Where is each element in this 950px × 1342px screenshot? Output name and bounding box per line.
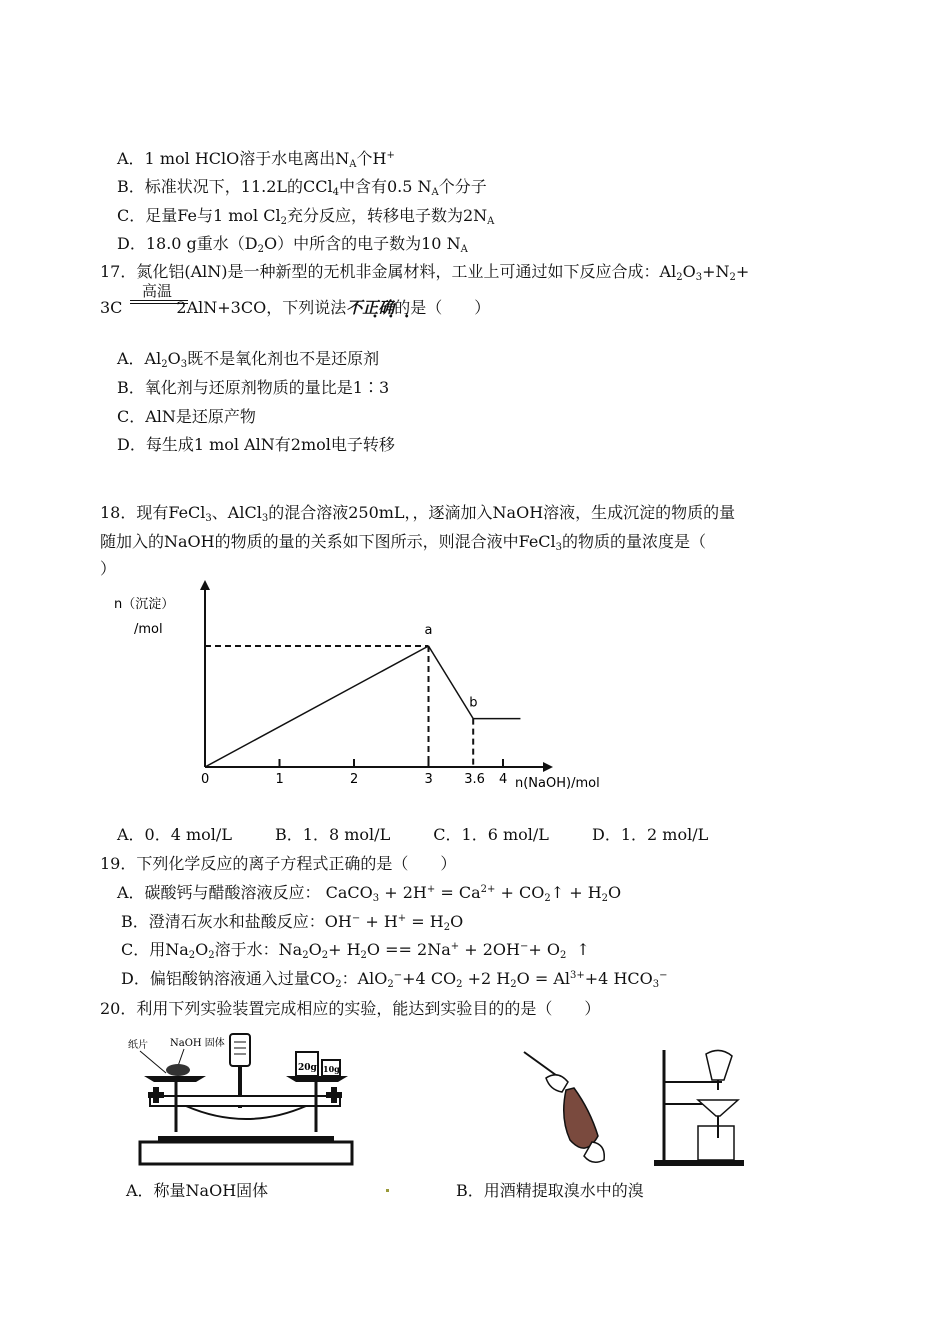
balance-illustration [126, 1032, 362, 1168]
point-label-b: b [469, 695, 478, 711]
q17-option-b: B．氧化剂与还原剂物质的量比是1∶3 [117, 378, 390, 397]
caption-b: B．用酒精提取溴水中的溴 [456, 1181, 644, 1200]
q20-stem: 20．利用下列实验装置完成相应的实验，能达到实验目的的是（ ） [100, 999, 601, 1018]
svg-text:10g: 10g [323, 1064, 340, 1074]
reaction-condition: 高温 [142, 282, 173, 300]
separatory-funnel-liquid [564, 1088, 598, 1148]
balance-beam [150, 1096, 340, 1106]
svg-text:20g: 20g [298, 1063, 317, 1073]
x-tick-label-0: 0 [201, 772, 210, 787]
separatory-funnel [706, 1050, 732, 1080]
q17-option-a: A．$Al_2O_3$既不是氧化剂也不是还原剂 [117, 349, 380, 370]
balance-svg [126, 1032, 362, 1168]
x-axis-arrow [543, 762, 553, 772]
q18-answer-c: C．1．6 mol/L [433, 825, 549, 844]
x-axis-label: n(NaOH)/mol [515, 776, 600, 791]
stray-mark [386, 1189, 389, 1192]
series-line-fall [429, 646, 474, 719]
q16-option-b: B．标准状况下，11.2L的CCl$_4$中含有0.5 $N_A$个分子 [117, 177, 487, 198]
q18-answer-a: A．0．4 mol/L [117, 825, 232, 844]
q16-option-d: D．18.0 g重水$(D_2O)$中所含的电子数为10 $N_A$ [117, 234, 468, 255]
x-tick-label-1: 1 [275, 772, 284, 787]
paper-label: 纸片 [128, 1040, 148, 1051]
q18-stem-line3: ） [100, 559, 117, 578]
y-axis-arrow [200, 580, 210, 590]
q19-option-d: D．偏铝酸钠溶液通入过量$CO_2$：AlO$_2$−+4 $CO_2 +2$ $H_2O = Al^{3+}+4$ $HCO_3^-$ [121, 969, 668, 990]
series-line-rise [205, 646, 429, 767]
precipitate-chart [110, 578, 630, 793]
caption-a: A．称量NaOH固体 [126, 1181, 269, 1200]
x-tick-label-4: 3.6 [464, 772, 485, 787]
q17-stem-line2: 3C 2AlN+3CO，下列说法不正确的是（ ） [100, 298, 491, 317]
x-tick-label-3: 3 [424, 772, 433, 787]
ring-stand-svg [650, 1046, 748, 1168]
q16-option-a: A．1 mol HClO溶于水电离出$N_A$个H+ [117, 149, 395, 170]
right-pan [286, 1076, 348, 1082]
q16-option-c: C．足量Fe与1 mol $Cl_2$充分反应，转移电子数为$2N_A$ [117, 206, 495, 227]
stand-base [654, 1160, 744, 1166]
y-axis-unit: /mol [134, 622, 163, 637]
q19-option-b: B．澄清石灰水和盐酸反应：$OH^- + H^+ = H_2O$ [121, 912, 464, 933]
emphasis-not-correct: 不正确 [346, 298, 395, 317]
beaker [698, 1126, 734, 1160]
q18-stem-line1: 18．现有FeCl$_3$、AlCl$_3$的混合溶液250mL，，逐滴加入NaOH溶液，生成沉淀的物质的量 [100, 503, 736, 524]
balance-base [140, 1142, 352, 1164]
point-label-a: a [424, 623, 433, 638]
filter-funnel [698, 1100, 738, 1116]
left-pan [144, 1076, 206, 1082]
q19-option-a: A．碳酸钙与醋酸溶液反应： CaCO$_3$ + $2H^+ = Ca^{2+}$ + $CO_2↑ + H_2O$ [117, 883, 622, 904]
q17-stem-line1: 17．氮化铝(AlN)是一种新型的无机非金属材料，工业上可通过如下反应合成：$Al_2O_3+N_2+$ [100, 262, 750, 283]
ring-stand-illustration [650, 1046, 748, 1168]
q17-option-d: D．每生成1 mol AlN有2mol电子转移 [117, 435, 395, 454]
q19-stem: 19．下列化学反应的离子方程式正确的是（ ） [100, 854, 457, 873]
x-tick-label-5: 4 [499, 772, 508, 787]
y-axis-label: n（沉淀） [114, 597, 175, 612]
q18-answers [117, 822, 746, 845]
emphasis-dots: ••• [372, 312, 420, 323]
chart-svg [110, 578, 630, 793]
q19-option-c: C．用$Na_2O_2$溶于水：$Na_2O_2+ H_2O == 2Na^+ + 2OH^-+ O_2$ ↑ [121, 940, 590, 961]
naoh-pellets [166, 1064, 190, 1076]
balance-pointer-scale [230, 1034, 250, 1066]
q17-option-c: C．AlN是还原产物 [117, 407, 256, 426]
naoh-solid-label: NaOH 固体 [170, 1038, 225, 1049]
q18-stem-line2: 随加入的NaOH的物质的量的关系如下图所示，则混合液中FeCl$_3$的物质的量浓度是（ [100, 532, 707, 553]
q18-answer-d: D．1．2 mol/L [592, 825, 709, 844]
x-tick-label-2: 2 [350, 772, 359, 787]
hand-top [546, 1075, 568, 1092]
q18-answer-b: B．1．8 mol/L [275, 825, 391, 844]
flask-shaking-illustration [518, 1048, 622, 1168]
flask-svg [518, 1048, 622, 1168]
